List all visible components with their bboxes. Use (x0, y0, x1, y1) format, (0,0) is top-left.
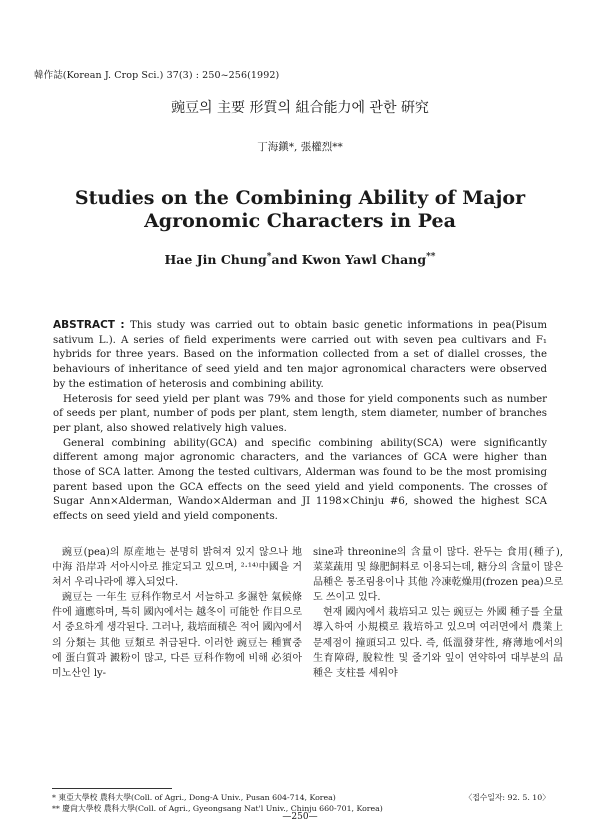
footnote-row (52, 792, 550, 803)
abstract-label: ABSTRACT : (53, 319, 131, 331)
footnote-1: * 東亞大學校 農科大學(Coll. of Agri., Dong-A Univ., Pusan 604-714, Korea) (52, 793, 336, 802)
footnote-2: ** 慶尙大學校 農科大學(Coll. of Agri., Gyeongsang Nat'l Univ., Chinju 660-701, Korea) (52, 804, 383, 813)
body-paragraph: 豌豆는 一年生 豆科作物로서 서늘하고 多濕한 氣候條件에 適應하며, 특히 國內에서는 越冬이 可能한 作目으로서 중요하게 생각된다. 그러나, 栽培面積은 적어 國內에서의 分類는 其他 豆類로 취급된다. 이러한 豌豆는 種實중에 蛋白質과 澱粉이 많고, 다른 豆科作物에 비해 必須아미노산인 ly- (52, 592, 302, 679)
author-2-mark: ** (426, 252, 436, 262)
author-1: Hae Jin Chung (164, 252, 267, 268)
authors-korean: 丁海鎭*, 張權烈** (257, 141, 343, 153)
abstract-text-1: This study was carried out to obtain basic genetic informations in pea(Pisum sativum L.). A series of field experiments were carried out with seven pea cultivars and F₁ hybrids for three years. Based on the information collected from a set of diallel crosses, the behaviours of inheritance of seed yield and ten major agronomical characters were observed by the estimation of heterosis and combining ability. (53, 320, 547, 390)
title-korean: 豌豆의 主要 形質의 組合能力에 관한 硏究 (171, 100, 429, 116)
received-date: 〈접수일자: 92. 5. 10〉 (464, 793, 550, 802)
body-paragraph: 豌豆(pea)의 原産地는 분명히 밝혀져 있지 않으나 地中海 沿岸과 서아시아로 推定되고 있으며, ²·¹⁴⁾中國을 거쳐서 우리나라에 導入되었다. (52, 547, 302, 589)
journal-citation: 韓作誌(Korean J. Crop Sci.) 37(3) : 250~256(1992) (34, 70, 280, 81)
body-column-left (52, 545, 302, 681)
title-english: Studies on the Combining Ability of Major Agronomic Characters in Pea (74, 187, 526, 232)
abstract (53, 318, 547, 525)
footnote-divider (52, 788, 172, 789)
abstract-paragraph-1 (53, 318, 547, 393)
body-paragraph: sine과 threonine의 含量이 많다. 완두는 食用(種子), 菜菜蔬用 및 綠肥飼料로 이용되는데, 糖分의 含量이 많은 品種은 통조림용이나 其他 冷凍乾燥用(frozen pea)으로도 쓰이고 있다. (313, 547, 563, 604)
author-1-mark: * (266, 252, 272, 262)
body-paragraph: 현재 國內에서 栽培되고 있는 豌豆는 外國 種子를 全量 導入하여 小規模로 栽培하고 있으며 여러면에서 農業上 문제점이 撞頭되고 있다. 즉, 低溫發芽性, 瘠薄地에서의 生育障碍, 脫粒性 및 줄기와 잎이 연약하여 대부분의 品種은 支柱를 세워야 (313, 607, 563, 679)
page-number: —250— (282, 812, 318, 822)
footnotes (52, 792, 550, 814)
abstract-paragraph-3: General combining ability(GCA) and specific combining ability(SCA) were significantly different among major agronomic characters, and the variances of GCA were higher than those of SCA latter. Among the tested cultivars, Alderman was found to be the most promising parent based upon the GCA effects on the seed yield and yield components. The crosses of Sugar Ann×Alderman, Wando×Alderman and JI 1198×Chinju #6, showed the highest SCA effects on seed yield and yield components. (53, 437, 547, 523)
authors-english (0, 252, 600, 267)
author-2: and Kwon Yawl Chang (271, 252, 427, 268)
abstract-paragraph-2: Heterosis for seed yield per plant was 79% and those for yield components such as number of seeds per plant, number of pods per plant, stem length, stem diameter, number of branches per plant, also showed relatively high values. (53, 393, 547, 434)
body-column-right (313, 545, 563, 681)
